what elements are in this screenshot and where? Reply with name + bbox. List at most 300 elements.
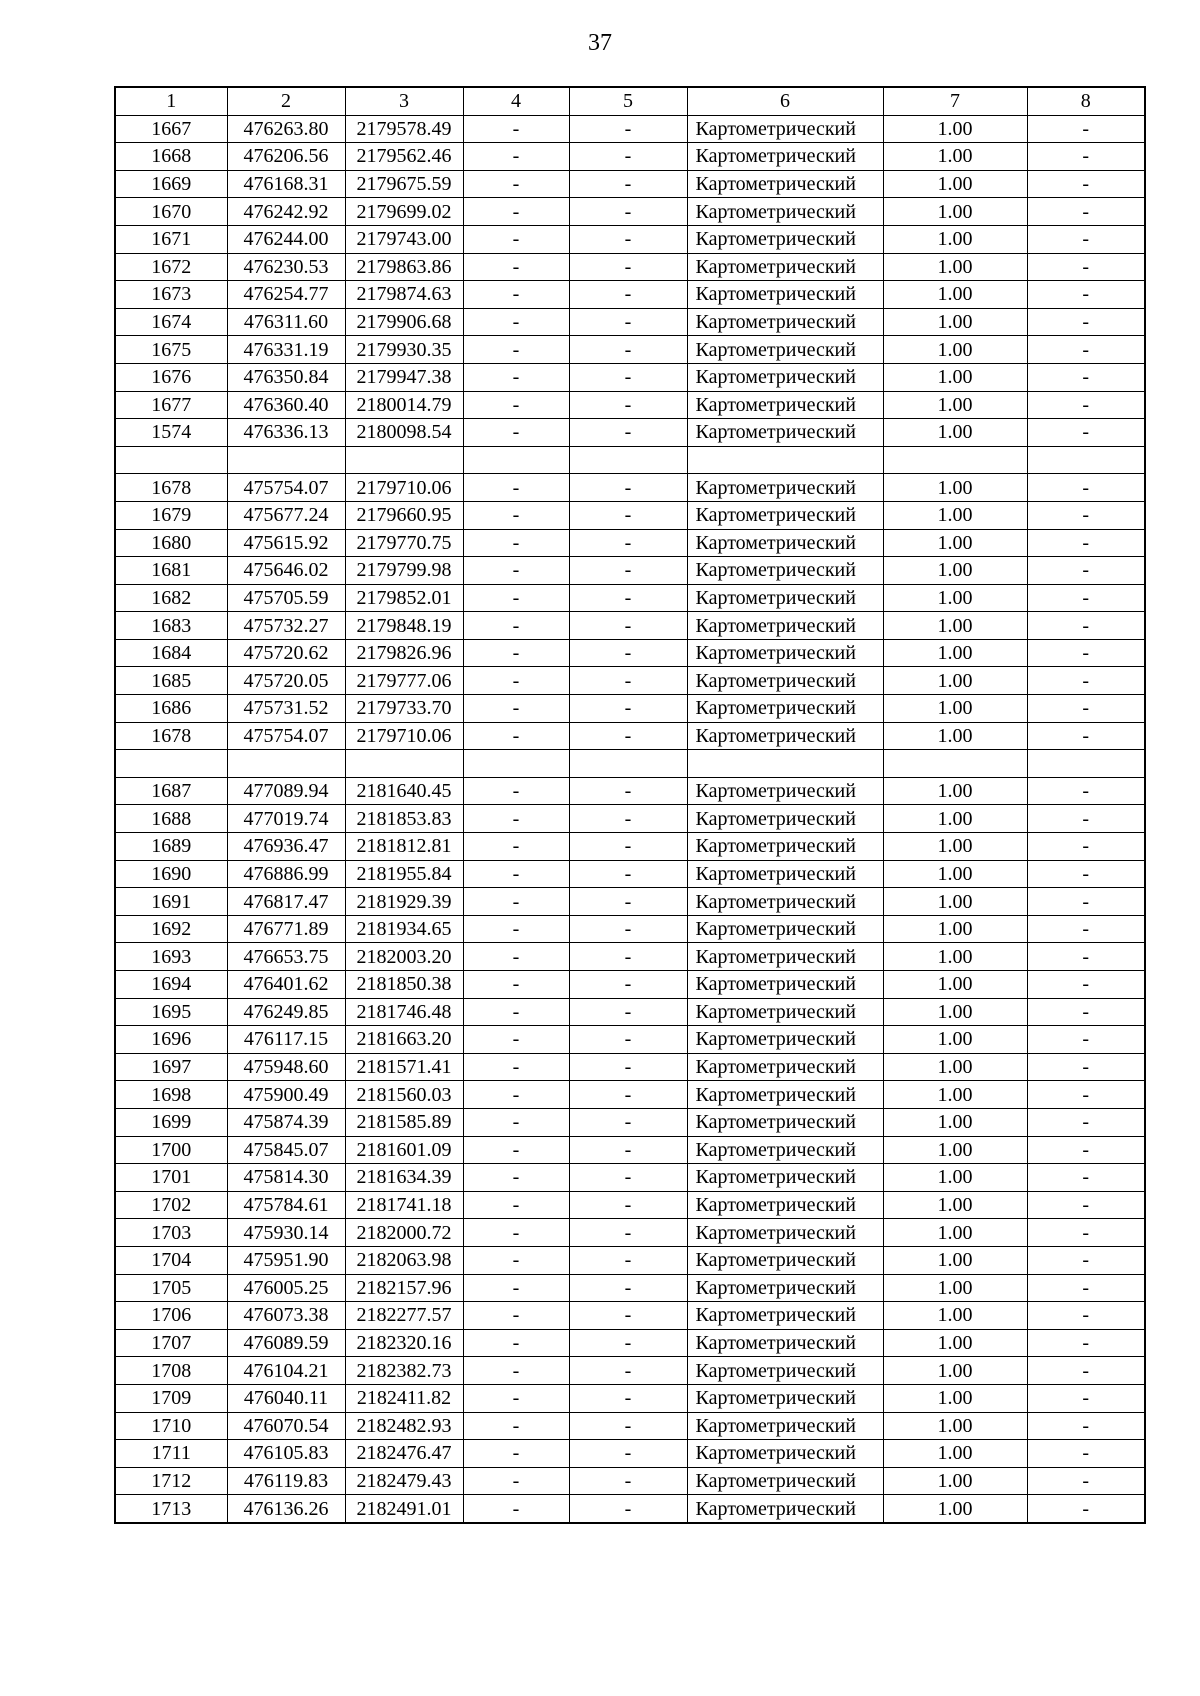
col-4-cell: - (463, 1357, 569, 1385)
x-coordinate-cell: 475845.07 (227, 1136, 345, 1164)
col-4-cell: - (463, 1495, 569, 1523)
col-5-cell: - (569, 225, 687, 253)
table-row (115, 446, 1145, 474)
col-5-cell: - (569, 943, 687, 971)
col-5-cell: - (569, 860, 687, 888)
header-cell: 6 (687, 87, 883, 115)
method-cell: Картометрический (687, 805, 883, 833)
col-8-cell: - (1027, 1219, 1145, 1247)
point-number-cell: 1674 (115, 308, 227, 336)
x-coordinate-cell: 476360.40 (227, 391, 345, 419)
table-row (115, 1026, 1145, 1054)
table-row (115, 1053, 1145, 1081)
y-coordinate-cell: 2182157.96 (345, 1274, 463, 1302)
accuracy-cell: 1.00 (883, 1136, 1027, 1164)
col-4-cell: - (463, 391, 569, 419)
method-cell: Картометрический (687, 336, 883, 364)
col-4-cell: - (463, 777, 569, 805)
x-coordinate-cell: 475732.27 (227, 612, 345, 640)
method-cell: Картометрический (687, 1467, 883, 1495)
x-coordinate-cell: 476817.47 (227, 888, 345, 916)
accuracy-cell (883, 446, 1027, 474)
col-8-cell: - (1027, 833, 1145, 861)
y-coordinate-cell: 2179874.63 (345, 281, 463, 309)
accuracy-cell: 1.00 (883, 805, 1027, 833)
point-number-cell: 1706 (115, 1302, 227, 1330)
col-8-cell: - (1027, 584, 1145, 612)
col-4-cell: - (463, 1440, 569, 1468)
y-coordinate-cell: 2182277.57 (345, 1302, 463, 1330)
table-row (115, 557, 1145, 585)
col-4-cell: - (463, 915, 569, 943)
point-number-cell: 1678 (115, 474, 227, 502)
col-4-cell: - (463, 225, 569, 253)
col-5-cell: - (569, 1053, 687, 1081)
y-coordinate-cell: 2179710.06 (345, 722, 463, 750)
method-cell: Картометрический (687, 529, 883, 557)
point-number-cell: 1699 (115, 1108, 227, 1136)
col-5-cell: - (569, 1495, 687, 1523)
y-coordinate-cell: 2179675.59 (345, 170, 463, 198)
table-row (115, 1384, 1145, 1412)
table-row (115, 170, 1145, 198)
x-coordinate-cell: 475814.30 (227, 1164, 345, 1192)
x-coordinate-cell: 475754.07 (227, 722, 345, 750)
col-5-cell: - (569, 1440, 687, 1468)
accuracy-cell: 1.00 (883, 612, 1027, 640)
accuracy-cell: 1.00 (883, 1108, 1027, 1136)
y-coordinate-cell: 2181601.09 (345, 1136, 463, 1164)
col-5-cell: - (569, 695, 687, 723)
col-4-cell (463, 750, 569, 778)
x-coordinate-cell: 476230.53 (227, 253, 345, 281)
col-4-cell (463, 446, 569, 474)
y-coordinate-cell: 2182063.98 (345, 1246, 463, 1274)
y-coordinate-cell: 2179947.38 (345, 363, 463, 391)
col-8-cell: - (1027, 695, 1145, 723)
col-8-cell: - (1027, 1302, 1145, 1330)
accuracy-cell: 1.00 (883, 915, 1027, 943)
col-8-cell: - (1027, 971, 1145, 999)
table-row (115, 1357, 1145, 1385)
accuracy-cell: 1.00 (883, 419, 1027, 447)
method-cell: Картометрический (687, 722, 883, 750)
table-row (115, 777, 1145, 805)
x-coordinate-cell: 476254.77 (227, 281, 345, 309)
col-4-cell: - (463, 1219, 569, 1247)
col-4-cell: - (463, 557, 569, 585)
method-cell: Картометрический (687, 1108, 883, 1136)
col-8-cell: - (1027, 115, 1145, 143)
col-8-cell: - (1027, 170, 1145, 198)
point-number-cell: 1696 (115, 1026, 227, 1054)
col-5-cell: - (569, 1246, 687, 1274)
table-row (115, 612, 1145, 640)
y-coordinate-cell: 2182479.43 (345, 1467, 463, 1495)
col-8-cell: - (1027, 1246, 1145, 1274)
x-coordinate-cell: 475705.59 (227, 584, 345, 612)
col-8-cell: - (1027, 474, 1145, 502)
col-4-cell: - (463, 860, 569, 888)
accuracy-cell: 1.00 (883, 281, 1027, 309)
point-number-cell: 1678 (115, 722, 227, 750)
method-cell: Картометрический (687, 308, 883, 336)
table-row (115, 198, 1145, 226)
header-cell: 7 (883, 87, 1027, 115)
method-cell: Картометрический (687, 1357, 883, 1385)
method-cell: Картометрический (687, 474, 883, 502)
point-number-cell: 1712 (115, 1467, 227, 1495)
col-5-cell: - (569, 915, 687, 943)
x-coordinate-cell: 476886.99 (227, 860, 345, 888)
accuracy-cell: 1.00 (883, 1053, 1027, 1081)
col-5-cell: - (569, 391, 687, 419)
point-number-cell (115, 446, 227, 474)
y-coordinate-cell: 2181955.84 (345, 860, 463, 888)
accuracy-cell: 1.00 (883, 1081, 1027, 1109)
point-number-cell: 1688 (115, 805, 227, 833)
y-coordinate-cell: 2179799.98 (345, 557, 463, 585)
table-row (115, 1329, 1145, 1357)
col-5-cell (569, 750, 687, 778)
x-coordinate-cell: 476336.13 (227, 419, 345, 447)
header-cell: 8 (1027, 87, 1145, 115)
table-row (115, 281, 1145, 309)
x-coordinate-cell: 476936.47 (227, 833, 345, 861)
point-number-cell: 1698 (115, 1081, 227, 1109)
table-row (115, 419, 1145, 447)
accuracy-cell: 1.00 (883, 667, 1027, 695)
accuracy-cell: 1.00 (883, 1329, 1027, 1357)
table-row (115, 1246, 1145, 1274)
y-coordinate-cell: 2179699.02 (345, 198, 463, 226)
y-coordinate-cell: 2181585.89 (345, 1108, 463, 1136)
accuracy-cell: 1.00 (883, 1164, 1027, 1192)
method-cell: Картометрический (687, 391, 883, 419)
x-coordinate-cell: 476119.83 (227, 1467, 345, 1495)
table-row (115, 1191, 1145, 1219)
col-5-cell: - (569, 612, 687, 640)
x-coordinate-cell: 476331.19 (227, 336, 345, 364)
col-4-cell: - (463, 1136, 569, 1164)
table-row (115, 1495, 1145, 1523)
col-8-cell: - (1027, 943, 1145, 971)
method-cell: Картометрический (687, 419, 883, 447)
col-5-cell: - (569, 474, 687, 502)
point-number-cell: 1704 (115, 1246, 227, 1274)
x-coordinate-cell: 476263.80 (227, 115, 345, 143)
y-coordinate-cell: 2181853.83 (345, 805, 463, 833)
col-8-cell: - (1027, 198, 1145, 226)
col-5-cell: - (569, 639, 687, 667)
table-row (115, 1081, 1145, 1109)
col-4-cell: - (463, 308, 569, 336)
point-number-cell: 1689 (115, 833, 227, 861)
col-5-cell: - (569, 198, 687, 226)
point-number-cell: 1700 (115, 1136, 227, 1164)
y-coordinate-cell: 2181812.81 (345, 833, 463, 861)
point-number-cell: 1705 (115, 1274, 227, 1302)
col-5-cell: - (569, 115, 687, 143)
method-cell: Картометрический (687, 143, 883, 171)
col-8-cell: - (1027, 1467, 1145, 1495)
x-coordinate-cell: 476089.59 (227, 1329, 345, 1357)
accuracy-cell: 1.00 (883, 1191, 1027, 1219)
point-number-cell: 1702 (115, 1191, 227, 1219)
header-row (115, 87, 1145, 115)
table-row (115, 1412, 1145, 1440)
y-coordinate-cell: 2179660.95 (345, 501, 463, 529)
x-coordinate-cell: 476249.85 (227, 998, 345, 1026)
x-coordinate-cell: 475615.92 (227, 529, 345, 557)
y-coordinate-cell: 2181634.39 (345, 1164, 463, 1192)
point-number-cell: 1685 (115, 667, 227, 695)
table-row (115, 1108, 1145, 1136)
table-row (115, 1467, 1145, 1495)
col-4-cell: - (463, 1412, 569, 1440)
x-coordinate-cell: 477089.94 (227, 777, 345, 805)
table-row (115, 1440, 1145, 1468)
point-number-cell: 1692 (115, 915, 227, 943)
col-4-cell: - (463, 1191, 569, 1219)
y-coordinate-cell: 2181571.41 (345, 1053, 463, 1081)
method-cell (687, 750, 883, 778)
accuracy-cell: 1.00 (883, 1440, 1027, 1468)
x-coordinate-cell: 476168.31 (227, 170, 345, 198)
accuracy-cell: 1.00 (883, 225, 1027, 253)
table-row (115, 750, 1145, 778)
point-number-cell: 1713 (115, 1495, 227, 1523)
table-row (115, 474, 1145, 502)
x-coordinate-cell: 476350.84 (227, 363, 345, 391)
accuracy-cell: 1.00 (883, 888, 1027, 916)
col-4-cell: - (463, 667, 569, 695)
method-cell: Картометрический (687, 363, 883, 391)
point-number-cell: 1703 (115, 1219, 227, 1247)
method-cell: Картометрический (687, 667, 883, 695)
col-5-cell: - (569, 363, 687, 391)
x-coordinate-cell: 475900.49 (227, 1081, 345, 1109)
table-row (115, 833, 1145, 861)
col-5-cell: - (569, 529, 687, 557)
col-4-cell: - (463, 833, 569, 861)
point-number-cell: 1687 (115, 777, 227, 805)
y-coordinate-cell: 2179848.19 (345, 612, 463, 640)
col-8-cell (1027, 750, 1145, 778)
table-row (115, 363, 1145, 391)
x-coordinate-cell: 477019.74 (227, 805, 345, 833)
point-number-cell: 1675 (115, 336, 227, 364)
col-5-cell: - (569, 1357, 687, 1385)
col-8-cell: - (1027, 557, 1145, 585)
method-cell: Картометрический (687, 1053, 883, 1081)
x-coordinate-cell: 476242.92 (227, 198, 345, 226)
y-coordinate-cell: 2180098.54 (345, 419, 463, 447)
y-coordinate-cell: 2182411.82 (345, 1384, 463, 1412)
col-4-cell: - (463, 943, 569, 971)
method-cell: Картометрический (687, 501, 883, 529)
y-coordinate-cell (345, 446, 463, 474)
y-coordinate-cell: 2181560.03 (345, 1081, 463, 1109)
col-4-cell: - (463, 1246, 569, 1274)
col-5-cell: - (569, 501, 687, 529)
col-5-cell: - (569, 1136, 687, 1164)
x-coordinate-cell: 475951.90 (227, 1246, 345, 1274)
x-coordinate-cell: 475720.05 (227, 667, 345, 695)
accuracy-cell: 1.00 (883, 308, 1027, 336)
col-4-cell: - (463, 1053, 569, 1081)
x-coordinate-cell: 476771.89 (227, 915, 345, 943)
table-row (115, 667, 1145, 695)
col-8-cell: - (1027, 363, 1145, 391)
method-cell: Картометрический (687, 198, 883, 226)
col-4-cell: - (463, 1384, 569, 1412)
method-cell: Картометрический (687, 1329, 883, 1357)
col-8-cell: - (1027, 1329, 1145, 1357)
method-cell: Картометрический (687, 1191, 883, 1219)
table-row (115, 501, 1145, 529)
point-number-cell: 1679 (115, 501, 227, 529)
point-number-cell: 1680 (115, 529, 227, 557)
accuracy-cell: 1.00 (883, 198, 1027, 226)
accuracy-cell: 1.00 (883, 639, 1027, 667)
col-8-cell: - (1027, 639, 1145, 667)
table-row (115, 1302, 1145, 1330)
method-cell: Картометрический (687, 1219, 883, 1247)
point-number-cell: 1676 (115, 363, 227, 391)
col-8-cell: - (1027, 281, 1145, 309)
x-coordinate-cell: 475754.07 (227, 474, 345, 502)
table-row (115, 971, 1145, 999)
point-number-cell: 1668 (115, 143, 227, 171)
col-4-cell: - (463, 1108, 569, 1136)
header-cell: 4 (463, 87, 569, 115)
y-coordinate-cell: 2182003.20 (345, 943, 463, 971)
x-coordinate-cell: 476117.15 (227, 1026, 345, 1054)
col-5-cell: - (569, 833, 687, 861)
method-cell: Картометрический (687, 1412, 883, 1440)
col-5-cell: - (569, 1384, 687, 1412)
x-coordinate-cell: 476070.54 (227, 1412, 345, 1440)
y-coordinate-cell: 2179578.49 (345, 115, 463, 143)
col-8-cell: - (1027, 1384, 1145, 1412)
col-5-cell: - (569, 888, 687, 916)
point-number-cell: 1684 (115, 639, 227, 667)
col-4-cell: - (463, 198, 569, 226)
y-coordinate-cell: 2179562.46 (345, 143, 463, 171)
x-coordinate-cell (227, 750, 345, 778)
y-coordinate-cell: 2179826.96 (345, 639, 463, 667)
col-4-cell: - (463, 888, 569, 916)
col-4-cell: - (463, 1467, 569, 1495)
y-coordinate-cell (345, 750, 463, 778)
y-coordinate-cell: 2179906.68 (345, 308, 463, 336)
table-row (115, 308, 1145, 336)
col-4-cell: - (463, 419, 569, 447)
table-row (115, 805, 1145, 833)
method-cell: Картометрический (687, 557, 883, 585)
col-8-cell: - (1027, 667, 1145, 695)
accuracy-cell: 1.00 (883, 474, 1027, 502)
point-number-cell: 1695 (115, 998, 227, 1026)
col-5-cell: - (569, 1081, 687, 1109)
accuracy-cell: 1.00 (883, 860, 1027, 888)
col-8-cell: - (1027, 860, 1145, 888)
method-cell: Картометрический (687, 971, 883, 999)
col-4-cell: - (463, 143, 569, 171)
method-cell: Картометрический (687, 943, 883, 971)
col-8-cell: - (1027, 1081, 1145, 1109)
col-4-cell: - (463, 170, 569, 198)
col-8-cell: - (1027, 1412, 1145, 1440)
accuracy-cell: 1.00 (883, 1357, 1027, 1385)
y-coordinate-cell: 2179930.35 (345, 336, 463, 364)
y-coordinate-cell: 2182382.73 (345, 1357, 463, 1385)
point-number-cell: 1697 (115, 1053, 227, 1081)
x-coordinate-cell: 475784.61 (227, 1191, 345, 1219)
point-number-cell: 1707 (115, 1329, 227, 1357)
col-5-cell: - (569, 998, 687, 1026)
col-4-cell: - (463, 336, 569, 364)
x-coordinate-cell: 476005.25 (227, 1274, 345, 1302)
y-coordinate-cell: 2182491.01 (345, 1495, 463, 1523)
method-cell: Картометрический (687, 915, 883, 943)
x-coordinate-cell: 475677.24 (227, 501, 345, 529)
col-5-cell: - (569, 584, 687, 612)
y-coordinate-cell: 2182482.93 (345, 1412, 463, 1440)
method-cell: Картометрический (687, 1440, 883, 1468)
col-4-cell: - (463, 584, 569, 612)
col-5-cell: - (569, 1412, 687, 1440)
accuracy-cell: 1.00 (883, 336, 1027, 364)
accuracy-cell: 1.00 (883, 363, 1027, 391)
accuracy-cell: 1.00 (883, 557, 1027, 585)
point-number-cell: 1671 (115, 225, 227, 253)
table-row (115, 1219, 1145, 1247)
point-number-cell: 1686 (115, 695, 227, 723)
x-coordinate-cell: 475646.02 (227, 557, 345, 585)
col-8-cell: - (1027, 612, 1145, 640)
method-cell: Картометрический (687, 1384, 883, 1412)
col-5-cell: - (569, 1108, 687, 1136)
accuracy-cell: 1.00 (883, 777, 1027, 805)
x-coordinate-cell: 475948.60 (227, 1053, 345, 1081)
col-8-cell: - (1027, 391, 1145, 419)
header-cell: 5 (569, 87, 687, 115)
col-8-cell: - (1027, 143, 1145, 171)
col-8-cell: - (1027, 805, 1145, 833)
x-coordinate-cell (227, 446, 345, 474)
accuracy-cell: 1.00 (883, 1467, 1027, 1495)
x-coordinate-cell: 476136.26 (227, 1495, 345, 1523)
table-row (115, 639, 1145, 667)
y-coordinate-cell: 2181929.39 (345, 888, 463, 916)
col-4-cell: - (463, 253, 569, 281)
y-coordinate-cell: 2179710.06 (345, 474, 463, 502)
accuracy-cell: 1.00 (883, 1246, 1027, 1274)
col-5-cell: - (569, 1026, 687, 1054)
col-4-cell: - (463, 998, 569, 1026)
method-cell: Картометрический (687, 170, 883, 198)
col-8-cell: - (1027, 1274, 1145, 1302)
point-number-cell: 1574 (115, 419, 227, 447)
col-4-cell: - (463, 695, 569, 723)
col-4-cell: - (463, 1164, 569, 1192)
method-cell: Картометрический (687, 1026, 883, 1054)
col-5-cell: - (569, 1164, 687, 1192)
col-5-cell: - (569, 805, 687, 833)
accuracy-cell: 1.00 (883, 1219, 1027, 1247)
